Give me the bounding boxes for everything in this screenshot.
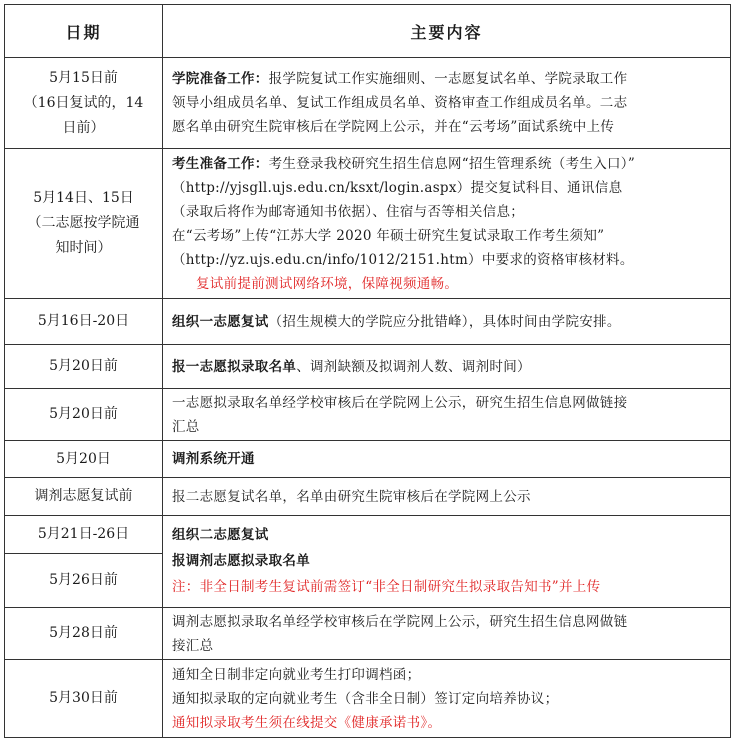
header-date: 日期 bbox=[5, 5, 163, 58]
table-header-row bbox=[5, 5, 731, 58]
header-content: 主要内容 bbox=[163, 5, 731, 58]
date-cell: 5月26日前 bbox=[5, 554, 163, 608]
schedule-table bbox=[4, 4, 731, 738]
red-note: 复试前提前测试网络环境，保障视频通畅。 bbox=[196, 275, 459, 292]
table-row bbox=[5, 478, 731, 516]
table-row bbox=[5, 441, 731, 478]
red-note: 通知拟录取考生须在线提交《健康承诺书》。 bbox=[172, 714, 442, 731]
table-row bbox=[5, 299, 731, 345]
bold-heading: 调剂系统开通 bbox=[172, 451, 255, 467]
content-cell: 组织一志愿复试（招生规模大的学院应分批错峰），具体时间由学院安排。 bbox=[163, 299, 731, 345]
bold-heading: 组织二志愿复试 bbox=[172, 527, 269, 543]
date-cell: 5月16日-20日 bbox=[5, 299, 163, 345]
table-row bbox=[5, 389, 731, 441]
content-cell bbox=[163, 516, 731, 608]
content-cell: 考生准备工作：考生登录我校研究生招生信息网“招生管理系统（考生入口）” （http://yjsgll.ujs.edu.cn/ksxt/login.aspx）提交复试科目、通讯信息 （录取后将作为邮寄通知书依据）、住宿与否等相关信息； 在“云考场”上传“江苏大学 2020 年硕士研究生复试录取工作考生须知” （http://yz.ujs.edu.cn/info/1012/2151.htm）中要求的资格审核材料。 复试前提前测试网络环境，保障视频通畅。 bbox=[163, 149, 731, 299]
table-row bbox=[5, 608, 731, 660]
date-cell: 5月15日前 （16日复试的，14 日前） bbox=[5, 58, 163, 149]
date-cell: 5月30日前 bbox=[5, 660, 163, 738]
content-cell: 学院准备工作：报学院复试工作实施细则、一志愿复试名单、学院录取工作 领导小组成员名单、复试工作组成员名单、资格审查工作组成员名单。二志 愿名单由研究生院审核后在学院网上公示，并在“云考场”面试系统中上传 bbox=[163, 58, 731, 149]
date-cell: 5月28日前 bbox=[5, 608, 163, 660]
bold-heading: 考生准备工作： bbox=[172, 155, 269, 172]
table-row bbox=[5, 660, 731, 738]
bold-heading: 报一志愿拟录取名单 bbox=[172, 358, 297, 375]
content-cell: 调剂志愿拟录取名单经学校审核后在学院网上公示，研究生招生信息网做链 接汇总 bbox=[163, 608, 731, 660]
content-cell: 通知全日制非定向就业考生打印调档函； 通知拟录取的定向就业考生（含非全日制）签订定向培养协议； 通知拟录取考生须在线提交《健康承诺书》。 bbox=[163, 660, 731, 738]
date-cell: 5月20日前 bbox=[5, 345, 163, 389]
date-cell: 5月21日-26日 bbox=[5, 516, 163, 554]
red-note: 非全日制考生复试前需签订“非全日制研究生拟录取告知书”并上传 bbox=[199, 579, 601, 595]
table-row bbox=[5, 58, 731, 149]
table-row bbox=[5, 345, 731, 389]
content-cell: 报二志愿复试名单，名单由研究生院审核后在学院网上公示 bbox=[163, 478, 731, 516]
content-cell bbox=[163, 441, 731, 478]
table-row bbox=[5, 516, 731, 554]
red-note-prefix: 注： bbox=[172, 579, 200, 595]
date-cell: 5月14日、15日 （二志愿按学院通 知时间） bbox=[5, 149, 163, 299]
content-cell: 报一志愿拟录取名单、调剂缺额及拟调剂人数、调剂时间） bbox=[163, 345, 731, 389]
bold-heading: 组织一志愿复试 bbox=[172, 313, 269, 330]
content-cell: 一志愿拟录取名单经学校审核后在学院网上公示，研究生招生信息网做链接 汇总 bbox=[163, 389, 731, 441]
bold-heading: 学院准备工作： bbox=[172, 71, 269, 87]
bold-heading: 报调剂志愿拟录取名单 bbox=[172, 553, 310, 569]
date-cell: 5月20日前 bbox=[5, 389, 163, 441]
date-cell: 调剂志愿复试前 bbox=[5, 478, 163, 516]
table-row bbox=[5, 149, 731, 299]
date-cell: 5月20日 bbox=[5, 441, 163, 478]
